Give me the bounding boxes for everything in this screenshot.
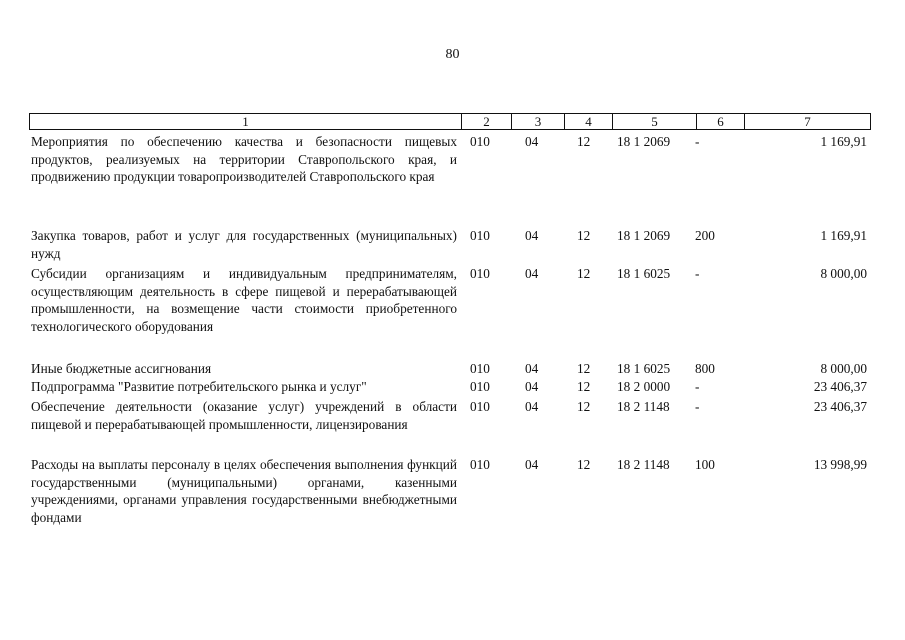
row-code-3: 04 [525, 399, 539, 414]
header-col-4: 4 [564, 114, 612, 129]
row-code-5: 18 1 2069 [617, 228, 671, 243]
row-code-5: 18 2 1148 [617, 457, 670, 472]
row-code-2: 010 [470, 266, 490, 281]
row-code-5: 18 2 1148 [617, 399, 670, 414]
row-code-2: 010 [470, 228, 490, 243]
row-amount: 8 000,00 [820, 266, 867, 281]
row-code-5: 18 1 2069 [617, 134, 671, 149]
row-code-2: 010 [470, 399, 490, 414]
row-code-3: 04 [525, 134, 539, 149]
header-col-2: 2 [461, 114, 511, 129]
header-col-7: 7 [744, 114, 870, 129]
row-code-3: 04 [525, 228, 539, 243]
row-code-3: 04 [525, 457, 539, 472]
row-description: Субсидии организациям и индивидуальным предпринимателям, осуществляющим деятельность в сфере пищевой и перерабатывающей промышленности, на возмещение части стоимости приобретенного технологического оборудования [31, 266, 457, 334]
row-code-4: 12 [577, 399, 591, 414]
row-description: Мероприятия по обеспечению качества и безопасности пищевых продуктов, реализуемых на территории Ставропольского края, и продвижению продукции товаропроизводителей Ставропольского края [31, 134, 457, 184]
row-code-6: - [695, 379, 700, 394]
row-code-4: 12 [577, 379, 591, 394]
page-number: 80 [445, 47, 460, 62]
row-amount: 1 169,91 [820, 228, 867, 243]
row-code-4: 12 [577, 457, 591, 472]
row-code-3: 04 [525, 266, 539, 281]
row-code-4: 12 [577, 134, 591, 149]
row-description: Закупка товаров, работ и услуг для государственных (муниципальных) нужд [31, 228, 457, 261]
header-col-3: 3 [511, 114, 564, 129]
row-code-6: - [695, 399, 700, 414]
row-code-3: 04 [525, 361, 539, 376]
row-code-3: 04 [525, 379, 539, 394]
row-amount: 1 169,91 [820, 134, 867, 149]
row-description: Обеспечение деятельности (оказание услуг) учреждений в области пищевой и перерабатывающей промышленности, лицензирования [31, 399, 457, 432]
table-header [29, 113, 871, 130]
row-description: Подпрограмма "Развитие потребительского рынка и услуг" [31, 379, 367, 394]
row-code-6: 200 [695, 228, 715, 243]
row-code-6: - [695, 134, 700, 149]
budget-table [29, 113, 871, 525]
row-code-5: 18 1 6025 [617, 266, 671, 281]
row-code-6: - [695, 266, 700, 281]
row-description: Иные бюджетные ассигнования [31, 361, 212, 376]
row-code-5: 18 2 0000 [617, 379, 671, 394]
row-code-2: 010 [470, 379, 490, 394]
row-description: Расходы на выплаты персоналу в целях обеспечения выполнения функций государственными (муниципальными) органами, казенными учреждениями, органами управления государственными внебюджетными фондами [31, 457, 457, 525]
row-code-6: 100 [695, 457, 715, 472]
row-amount: 13 998,99 [813, 457, 867, 472]
row-code-2: 010 [470, 134, 490, 149]
row-code-2: 010 [470, 457, 490, 472]
header-col-5: 5 [612, 114, 696, 129]
header-col-6: 6 [696, 114, 744, 129]
row-code-2: 010 [470, 361, 490, 376]
row-code-6: 800 [695, 361, 715, 376]
row-code-4: 12 [577, 361, 591, 376]
row-code-4: 12 [577, 266, 591, 281]
header-col-1: 1 [242, 114, 249, 129]
row-amount: 23 406,37 [813, 399, 867, 414]
row-amount: 8 000,00 [820, 361, 867, 376]
row-code-4: 12 [577, 228, 591, 243]
row-amount: 23 406,37 [813, 379, 867, 394]
row-code-5: 18 1 6025 [617, 361, 671, 376]
